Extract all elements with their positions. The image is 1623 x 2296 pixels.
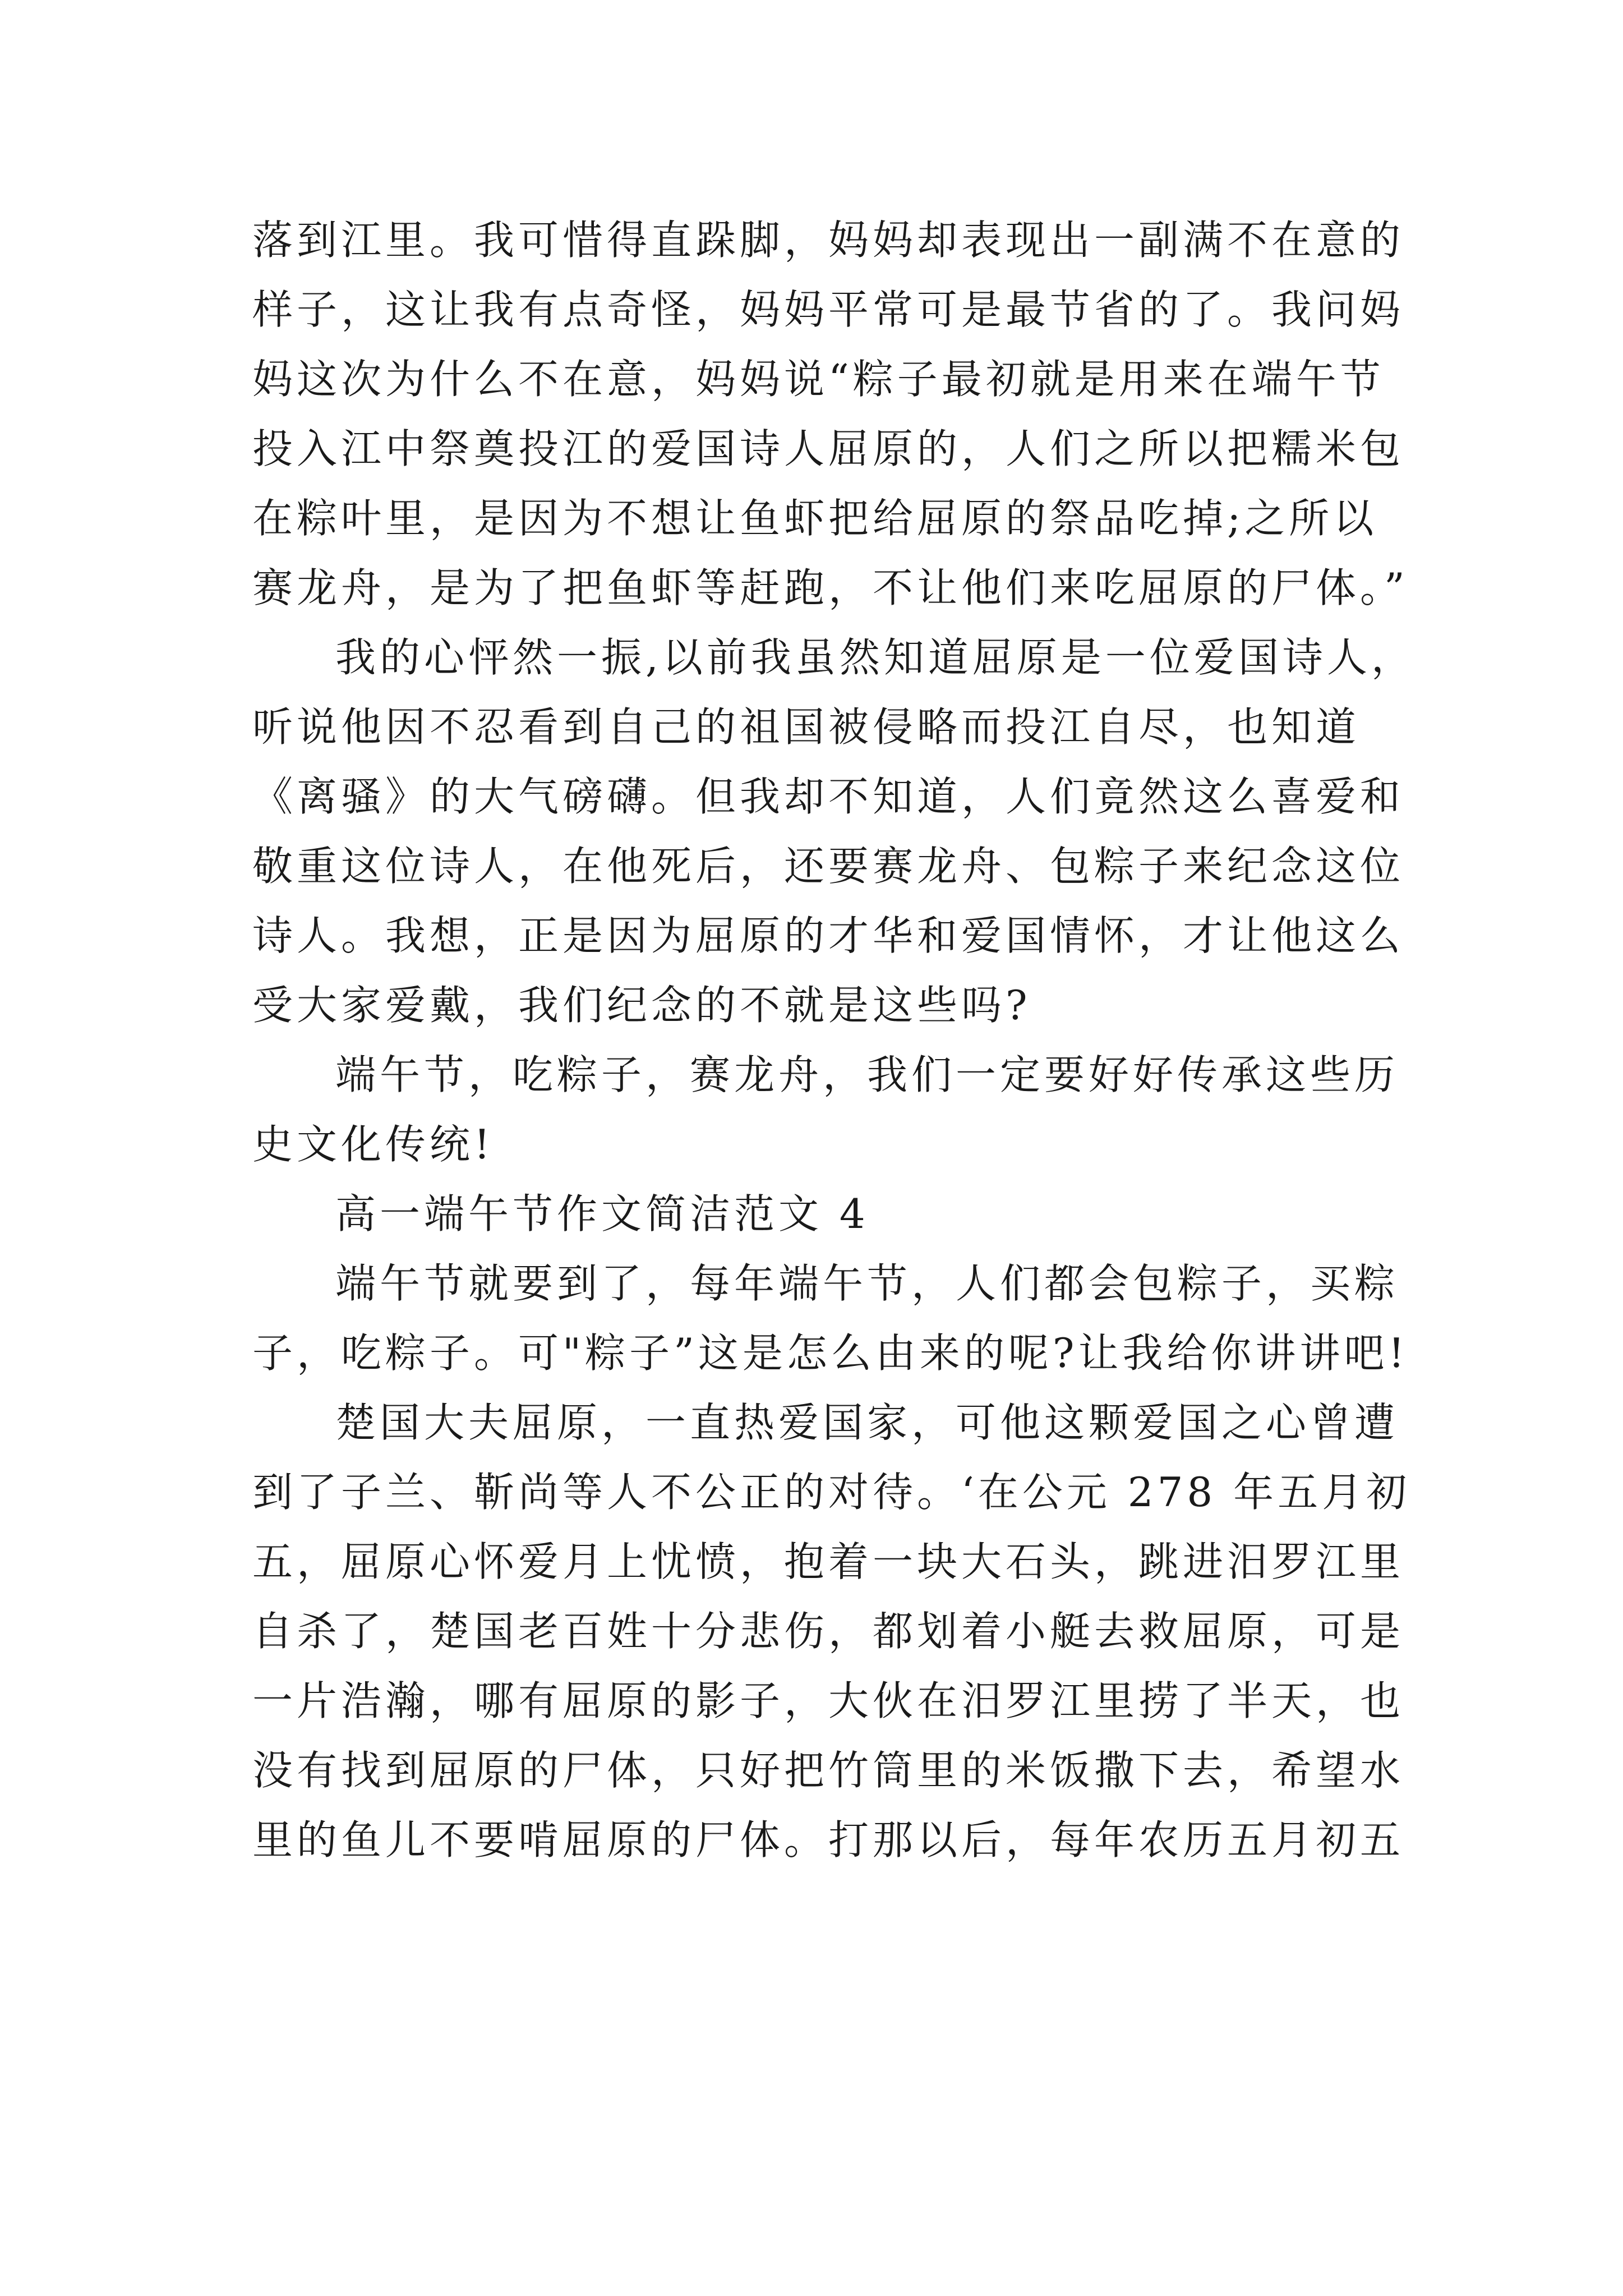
text-line: 赛龙舟，是为了把鱼虾等赶跑，不让他们来吃屈原的尸体。”: [252, 564, 1409, 611]
text-line: 五，屈原心怀爱月上忧愤，抱着一块大石头，跳进汨罗江里: [252, 1538, 1405, 1585]
text-line: 敬重这位诗人，在他死后，还要赛龙舟、包粽子来纪念这位: [252, 843, 1405, 890]
text-line: 自杀了，楚国老百姓十分悲伤，都划着小艇去救屈原，可是: [252, 1608, 1405, 1655]
text-line: 样子，这让我有点奇怪，妈妈平常可是最节省的了。我问妈: [252, 286, 1405, 333]
text-line: 受大家爱戴，我们纪念的不就是这些吗?: [252, 982, 1031, 1029]
text-line: 在粽叶里，是因为不想让鱼虾把给屈原的祭品吃掉;之所以: [252, 495, 1378, 542]
text-line: 里的鱼儿不要啃屈原的尸体。打那以后，每年农历五月初五: [252, 1816, 1405, 1864]
text-line: 一片浩瀚，哪有屈原的影子，大伙在汨罗江里捞了半天，也: [252, 1677, 1405, 1724]
text-line: 妈这次为什么不在意，妈妈说“粽子最初就是用来在端午节: [252, 356, 1385, 403]
text-line: 端午节就要到了，每年端午节，人们都会包粽子，买粽: [335, 1260, 1399, 1307]
text-line: 我的心怦然一振,以前我虽然知道屈原是一位爱国诗人，: [335, 634, 1415, 681]
text-line: 没有找到屈原的尸体，只好把竹筒里的米饭撒下去，希望水: [252, 1747, 1405, 1794]
text-line: 听说他因不忍看到自己的祖国被侵略而投江自尽，也知道: [252, 703, 1361, 751]
text-line: 投入江中祭奠投江的爱国诗人屈原的，人们之所以把糯米包: [252, 425, 1405, 472]
text-line: 端午节，吃粽子，赛龙舟，我们一定要好好传承这些历: [335, 1051, 1399, 1098]
section-heading: 高一端午节作文简洁范文 4: [335, 1190, 869, 1237]
text-line: 到了子兰、靳尚等人不公正的对待。‘在公元 278 年五月初: [252, 1469, 1411, 1516]
text-line: 史文化传统!: [252, 1121, 494, 1168]
text-line: 《离骚》的大气磅礴。但我却不知道，人们竟然这么喜爱和: [252, 773, 1405, 820]
text-line: 落到江里。我可惜得直跺脚，妈妈却表现出一副满不在意的: [252, 217, 1405, 264]
text-line: 子，吃粽子。可"粽子”这是怎么由来的呢?让我给你讲讲吧!: [252, 1329, 1409, 1377]
text-line: 诗人。我想，正是因为屈原的才华和爱国情怀，才让他这么: [252, 912, 1405, 959]
text-line: 楚国大夫屈原，一直热爱国家，可他这颗爱国之心曾遭: [335, 1399, 1399, 1446]
